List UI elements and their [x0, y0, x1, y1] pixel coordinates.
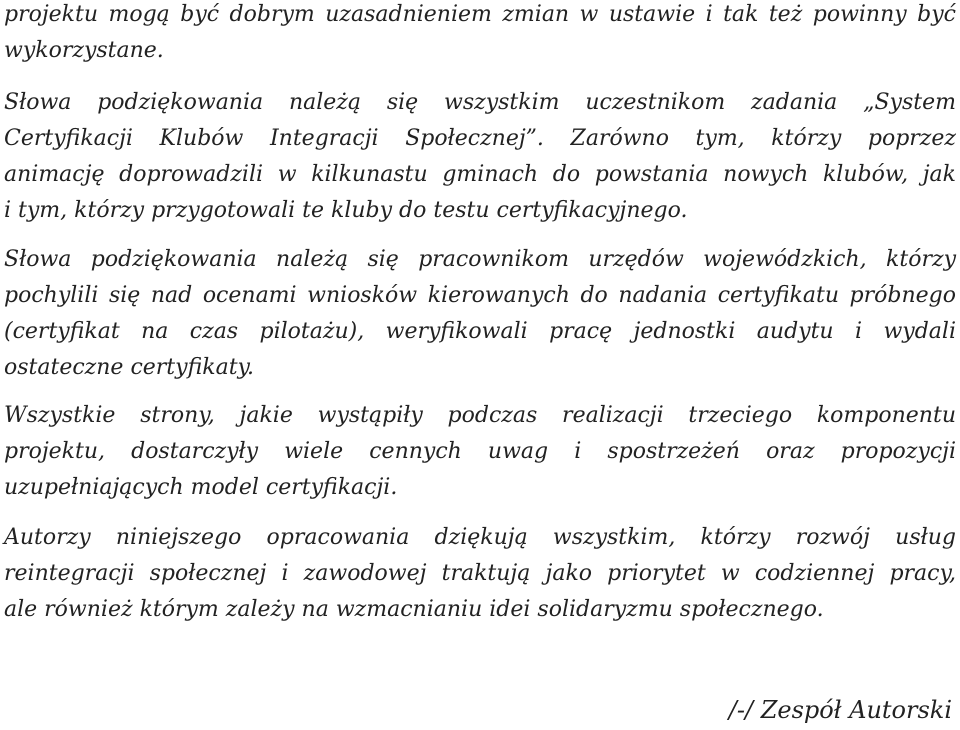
paragraph-5: [4, 520, 956, 628]
text-line: Autorzy niniejszego opracowania dziękują wszystkim, którzy rozwój usług: [4, 525, 956, 550]
paragraph-1: [4, 0, 956, 69]
paragraph-2: [4, 85, 956, 229]
signature: /-/ Zespół Autorski: [728, 696, 952, 724]
text-line: Słowa podziękowania należą się wszystkim uczestnikom zadania „System: [4, 90, 956, 115]
text-line: wykorzystane.: [4, 38, 164, 63]
document-page: [4, 0, 956, 728]
paragraph-3: [4, 242, 956, 386]
text-line: reintegracji społecznej i zawodowej traktują jako priorytet w codziennej pracy,: [4, 561, 956, 586]
paragraph-4: [4, 398, 956, 506]
text-line: ale również którym zależy na wzmacnianiu idei solidaryzmu społecznego.: [4, 597, 824, 622]
text-line: uzupełniających model certyfikacji.: [4, 475, 398, 500]
text-line: i tym, którzy przygotowali te kluby do testu certyfikacyjnego.: [4, 198, 688, 223]
text-line: ostateczne certyfikaty.: [4, 355, 255, 380]
text-line: (certyfikat na czas pilotażu), weryfikowali pracę jednostki audytu i wydali: [4, 319, 956, 344]
text-line: Słowa podziękowania należą się pracownikom urzędów wojewódzkich, którzy: [4, 247, 956, 272]
text-line: projektu, dostarczyły wiele cennych uwag i spostrzeżeń oraz propozycji: [4, 439, 956, 464]
text-line: Certyfikacji Klubów Integracji Społecznej”. Zarówno tym, którzy poprzez: [4, 126, 956, 151]
text-line: Wszystkie strony, jakie wystąpiły podczas realizacji trzeciego komponentu: [4, 403, 956, 428]
text-line: pochylili się nad ocenami wniosków kierowanych do nadania certyfikatu próbnego: [4, 283, 956, 308]
text-line: animację doprowadzili w kilkunastu gminach do powstania nowych klubów, jak: [4, 162, 956, 187]
text-line: projektu mogą być dobrym uzasadnieniem zmian w ustawie i tak też powinny być: [4, 2, 956, 27]
